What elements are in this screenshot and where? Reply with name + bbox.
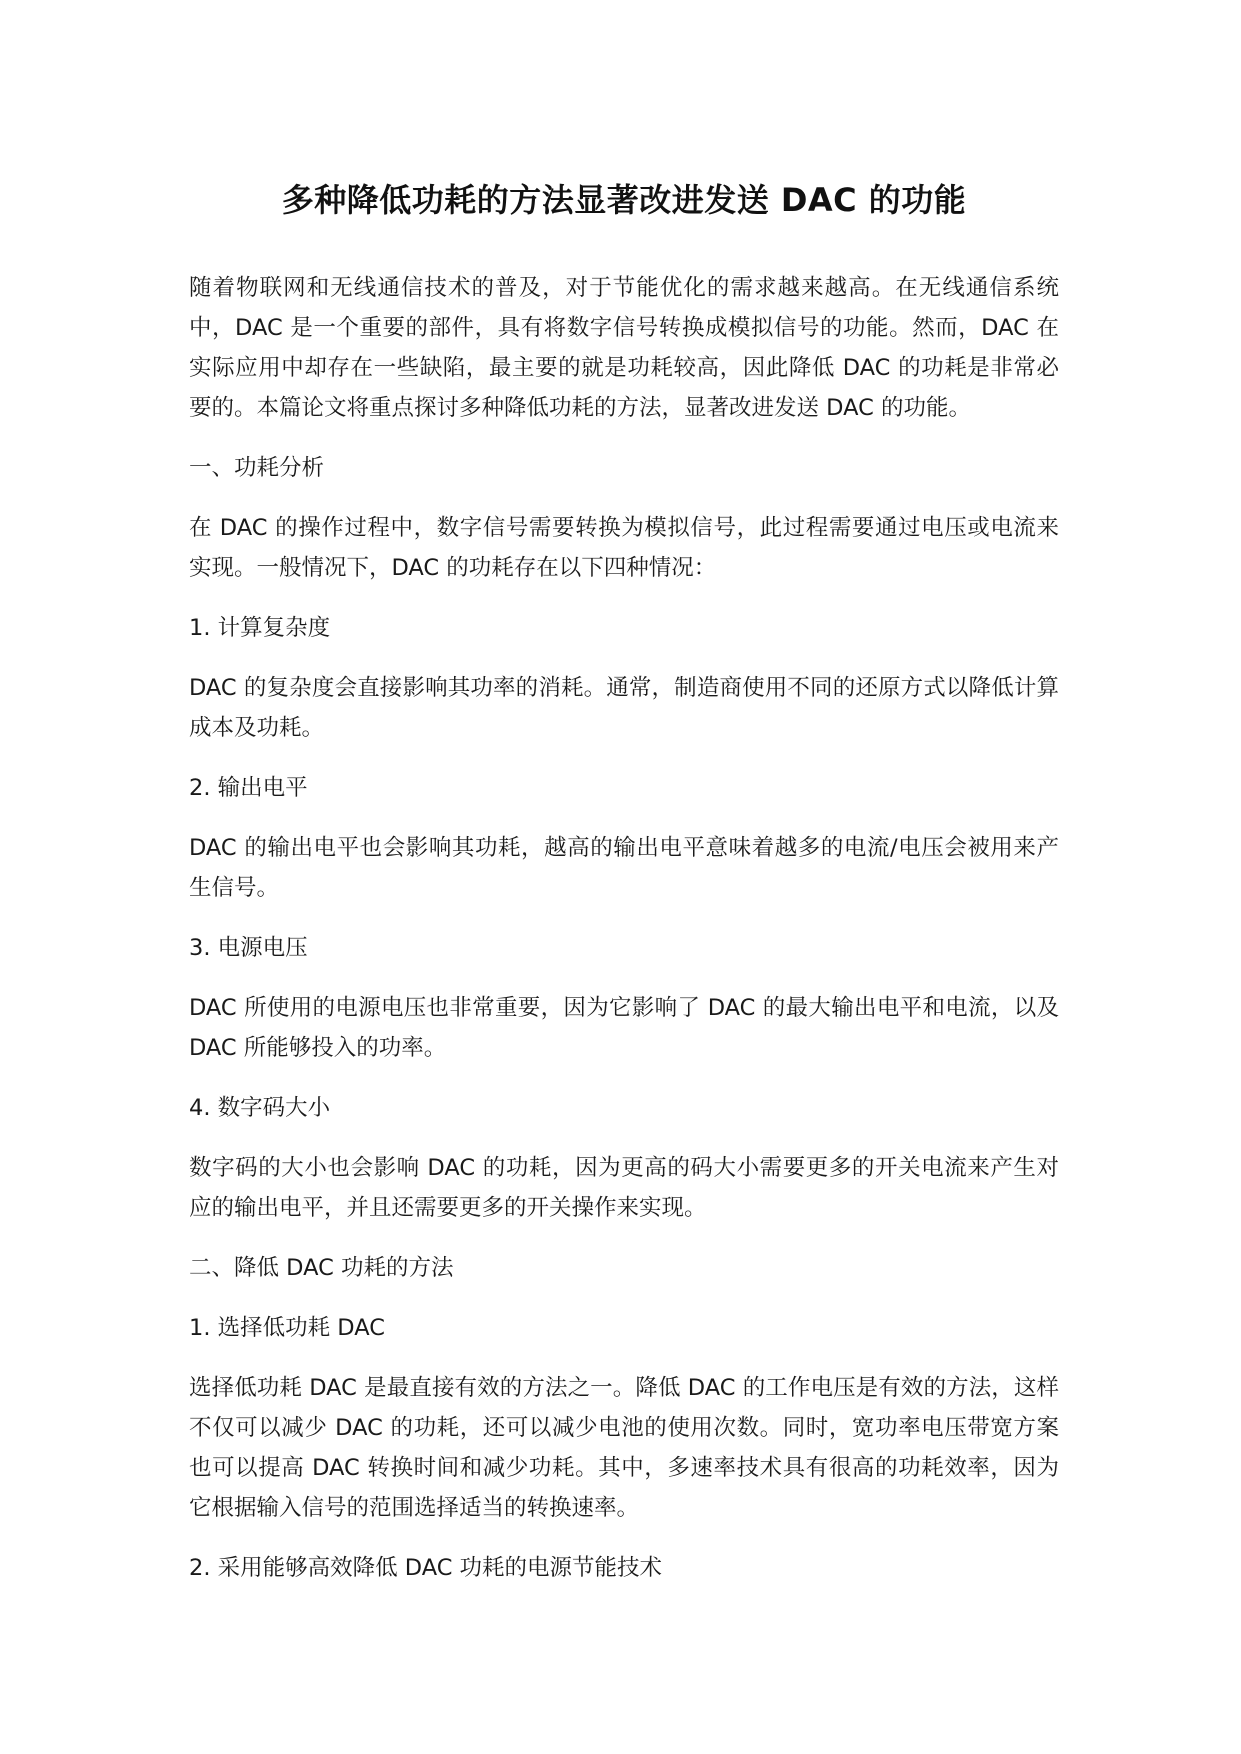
item-supply-voltage-text: DAC 所使用的电源电压也非常重要，因为它影响了 DAC 的最大输出电平和电流，以及 DAC 所能够投入的功率。 — [189, 995, 1059, 1061]
section-1-heading: 一、功耗分析 — [189, 455, 325, 481]
item-computational-complexity-text: DAC 的复杂度会直接影响其功率的消耗。通常，制造商使用不同的还原方式以降低计算成本及功耗。 — [189, 675, 1059, 741]
method-power-saving-tech-heading: 2. 采用能够高效降低 DAC 功耗的电源节能技术 — [189, 1555, 663, 1581]
method-low-power-dac-heading: 1. 选择低功耗 DAC — [189, 1315, 385, 1341]
item-digital-code-size-heading: 4. 数字码大小 — [189, 1095, 331, 1121]
item-output-level-text: DAC 的输出电平也会影响其功耗，越高的输出电平意味着越多的电流/电压会被用来产生信号。 — [189, 835, 1059, 901]
intro-paragraph: 随着物联网和无线通信技术的普及，对于节能优化的需求越来越高。在无线通信系统中，DAC 是一个重要的部件，具有将数字信号转换成模拟信号的功能。然而，DAC 在实际应用中却存在一些缺陷，最主要的就是功耗较高，因此降低 DAC 的功耗是非常必要的。本篇论文将重点探讨多种降低功耗的方法，显著改进发送 DAC 的功能。 — [189, 275, 1059, 421]
item-digital-code-size-text: 数字码的大小也会影响 DAC 的功耗，因为更高的码大小需要更多的开关电流来产生对应的输出电平，并且还需要更多的开关操作来实现。 — [189, 1155, 1059, 1221]
method-low-power-dac-text: 选择低功耗 DAC 是最直接有效的方法之一。降低 DAC 的工作电压是有效的方法，这样不仅可以减少 DAC 的功耗，还可以减少电池的使用次数。同时，宽功率电压带宽方案也可以提高 DAC 转换时间和减少功耗。其中，多速率技术具有很高的功耗效率，因为它根据输入信号的范围选择适当的转换速率。 — [189, 1375, 1059, 1521]
section-1-intro: 在 DAC 的操作过程中，数字信号需要转换为模拟信号，此过程需要通过电压或电流来实现。一般情况下，DAC 的功耗存在以下四种情况： — [189, 515, 1059, 581]
document-body — [189, 178, 1059, 1608]
item-output-level-heading: 2. 输出电平 — [189, 775, 308, 801]
document-title: 多种降低功耗的方法显著改进发送 DAC 的功能 — [281, 181, 967, 219]
section-2-heading: 二、降低 DAC 功耗的方法 — [189, 1255, 454, 1281]
item-supply-voltage-heading: 3. 电源电压 — [189, 935, 308, 961]
item-computational-complexity-heading: 1. 计算复杂度 — [189, 615, 331, 641]
